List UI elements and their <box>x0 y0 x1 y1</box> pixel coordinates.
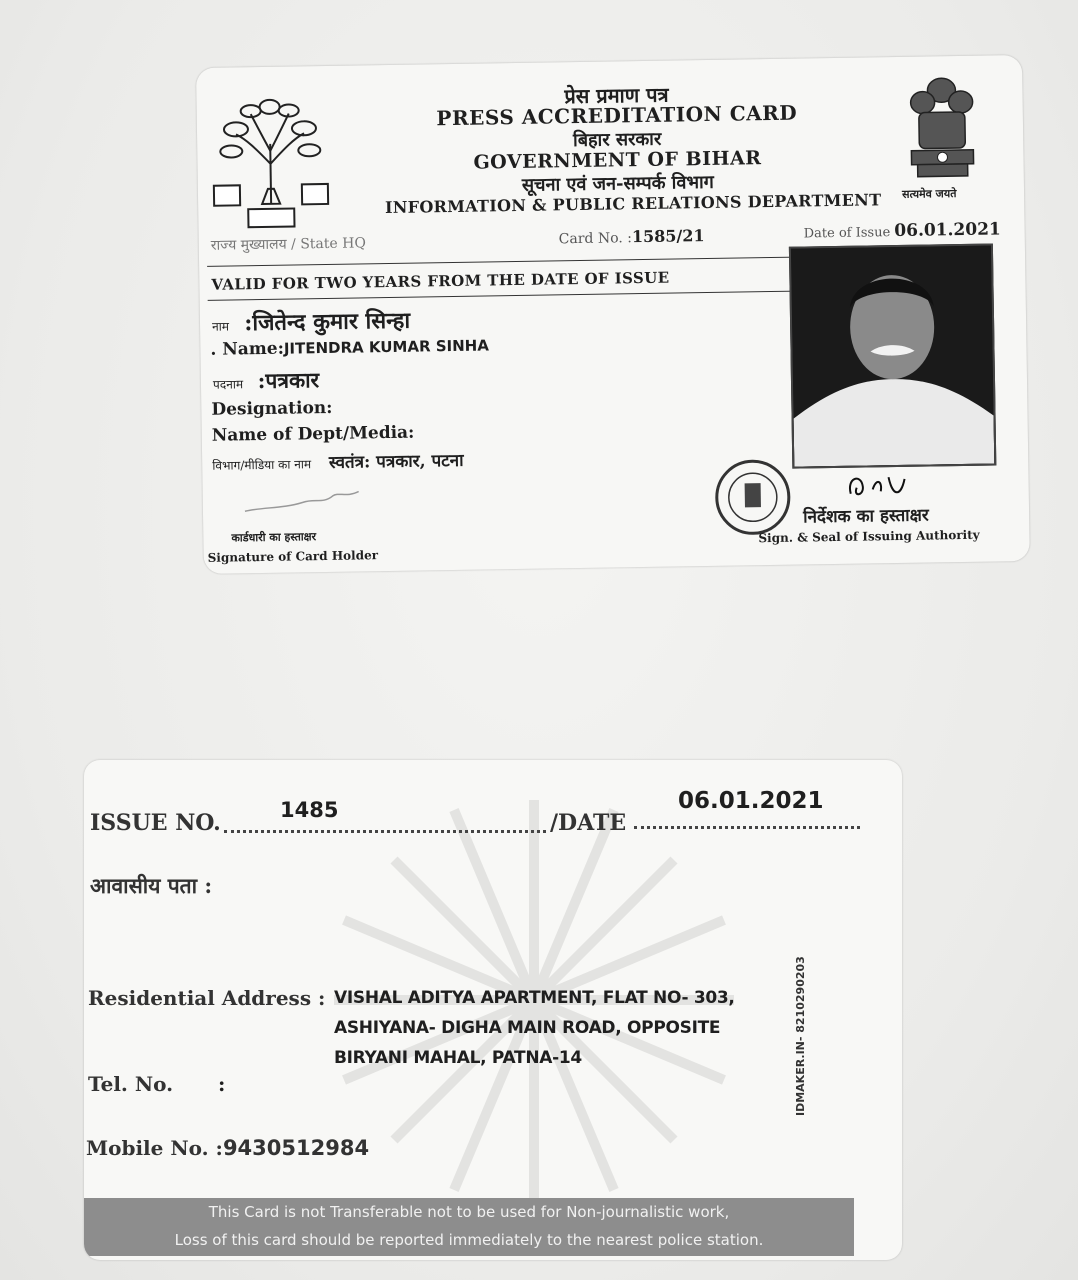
name-english <box>210 335 489 359</box>
designation-hindi <box>213 366 320 396</box>
designation-label: Designation: <box>211 397 333 420</box>
holder-signature-icon <box>243 485 363 517</box>
state-hq-label: राज्य मुख्यालय / State HQ <box>210 235 366 254</box>
mobile-value: 9430512984 <box>222 1136 370 1160</box>
dotted-line <box>634 826 860 829</box>
accreditation-card-back <box>84 760 902 1260</box>
card-title-hindi: प्रेस प्रमाण पत्र <box>564 82 669 109</box>
id-maker-credit: IDMAKER.IN- 8210290203 <box>794 956 807 1116</box>
card-number-value: 1585/21 <box>631 226 705 247</box>
dept-media-label: Name of Dept/Media: <box>211 422 415 446</box>
name-hindi <box>212 305 410 338</box>
address-line: BIRYANI MAHAL, PATNA-14 <box>334 1048 582 1068</box>
name-value: JITENDRA KUMAR SINHA <box>283 336 490 358</box>
government-name: GOVERNMENT OF BIHAR <box>473 147 762 174</box>
director-signature-icon <box>842 467 913 504</box>
department-name: INFORMATION & PUBLIC RELATIONS DEPARTMENT <box>384 190 882 218</box>
accreditation-card-front <box>196 55 1030 574</box>
department-name-hindi: सूचना एवं जन-सम्पर्क विभाग <box>521 171 714 196</box>
address-line: ASHIYANA- DIGHA MAIN ROAD, OPPOSITE <box>334 1018 721 1038</box>
name-hindi-value: :जितेन्द कुमार सिन्हा <box>244 307 411 337</box>
dept-media-value: स्वतंत्र: पत्रकार, पटना <box>328 450 464 473</box>
divider <box>207 257 797 267</box>
validity-note: VALID FOR TWO YEARS FROM THE DATE OF ISSUE <box>211 268 670 294</box>
bihar-emblem-icon <box>210 88 330 230</box>
issue-number-label: ISSUE NO. <box>90 810 221 836</box>
card-number-label: Card No. : <box>558 230 633 248</box>
issue-number-value: 1485 <box>280 798 339 822</box>
official-seal-icon <box>712 457 793 538</box>
dept-media-hindi <box>212 448 464 475</box>
card-number <box>559 226 705 247</box>
issue-date-label: /DATE <box>550 810 627 836</box>
card-footer-notice <box>84 1198 854 1256</box>
director-signature-label-hindi: निर्देशक का हस्ताक्षर <box>802 505 929 528</box>
date-of-issue <box>804 219 1001 242</box>
emblem-motto: सत्यमेव जयते <box>901 187 957 201</box>
mobile-label: Mobile No. : <box>86 1136 223 1160</box>
issuing-authority-label: Sign. & Seal of Issuing Authority <box>758 527 980 546</box>
holder-signature-label-hindi: कार्डधारी का हस्ताक्षर <box>231 530 317 545</box>
address-line: VISHAL ADITYA APARTMENT, FLAT NO- 303, <box>334 988 735 1008</box>
telephone-label: Tel. No. <box>88 1072 174 1096</box>
date-of-issue-label: Date of Issue <box>803 225 891 242</box>
designation-hindi-value: :पत्रकार <box>257 367 320 394</box>
dept-media-hindi-label: विभाग/मीडिया का नाम <box>212 457 312 473</box>
portrait-image <box>791 246 994 467</box>
card-title: PRESS ACCREDITATION CARD <box>436 100 798 131</box>
national-emblem-icon <box>896 68 988 189</box>
date-of-issue-value: 06.01.2021 <box>894 219 1001 242</box>
holder-photo <box>789 244 996 469</box>
issue-date-value: 06.01.2021 <box>678 788 824 814</box>
footer-notice-line: Loss of this card should be reported immediately to the nearest police station. <box>174 1231 764 1249</box>
address-label-hindi: आवासीय पता : <box>90 873 213 898</box>
government-name-hindi: बिहार सरकार <box>572 128 662 152</box>
footer-notice-line: This Card is not Transferable not to be used for Non-journalistic work, <box>208 1203 730 1221</box>
dotted-line <box>224 830 546 833</box>
designation-hindi-label: पदनाम <box>212 377 244 392</box>
address-label: Residential Address : <box>88 986 326 1010</box>
name-hindi-label: नाम <box>211 319 230 334</box>
telephone-value: : <box>218 1072 226 1096</box>
name-label: . Name: <box>210 338 285 360</box>
mobile-number <box>86 1136 369 1160</box>
holder-signature-label: Signature of Card Holder <box>207 548 379 565</box>
